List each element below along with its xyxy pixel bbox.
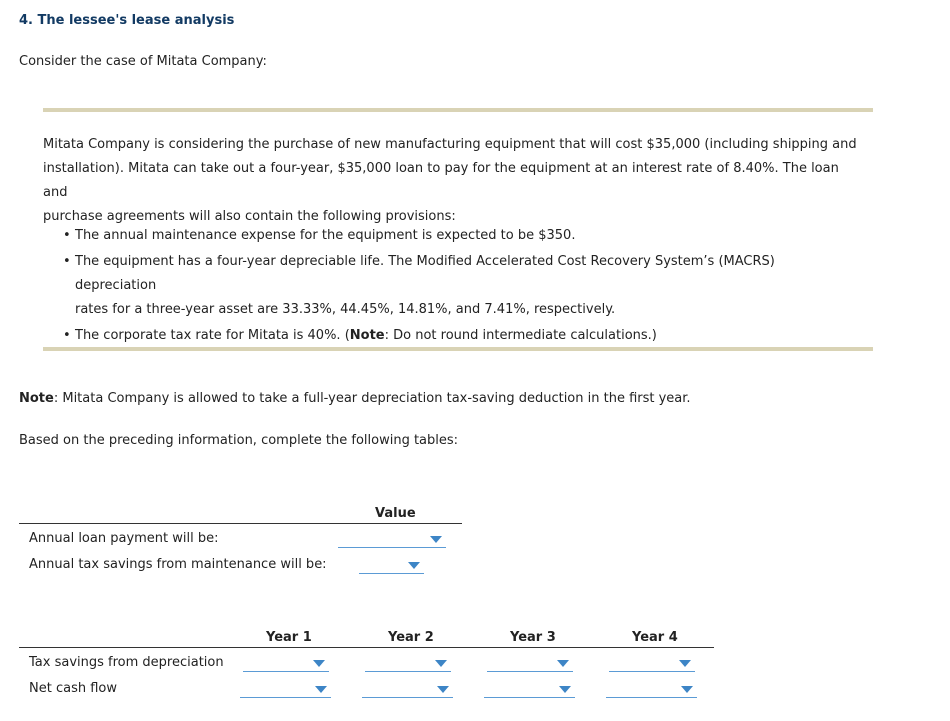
year2-header: Year 2 xyxy=(388,630,434,645)
depr-savings-year4-dropdown[interactable] xyxy=(609,653,695,672)
chevron-down-icon xyxy=(557,660,569,667)
depreciation-tax-savings-label: Tax savings from depreciation xyxy=(29,655,224,670)
chevron-down-icon xyxy=(315,686,327,693)
provision-maintenance: • The annual maintenance expense for the equipment is expected to be $350. xyxy=(63,224,843,248)
year3-header: Year 3 xyxy=(510,630,556,645)
year1-header: Year 1 xyxy=(266,630,312,645)
chevron-down-icon xyxy=(430,536,442,543)
depr-savings-year3-dropdown[interactable] xyxy=(487,653,573,672)
scenario-paragraph xyxy=(43,133,863,229)
year4-header: Year 4 xyxy=(632,630,678,645)
chevron-down-icon xyxy=(679,660,691,667)
intro-text: Consider the case of Mitata Company: xyxy=(19,54,267,69)
table1-header-rule xyxy=(19,523,462,524)
chevron-down-icon xyxy=(435,660,447,667)
table2-header-rule xyxy=(19,647,714,648)
net-cash-flow-year1-dropdown[interactable] xyxy=(240,679,331,698)
net-cash-flow-year2-dropdown[interactable] xyxy=(362,679,453,698)
top-divider xyxy=(43,108,873,112)
paragraph-line: purchase agreements will also contain the following provisions: xyxy=(43,209,456,224)
maintenance-tax-savings-label: Annual tax savings from maintenance will be: xyxy=(29,557,327,572)
chevron-down-icon xyxy=(681,686,693,693)
paragraph-line: Mitata Company is considering the purchase of new manufacturing equipment that will cost $35,000 (including shipping and xyxy=(43,137,857,152)
chevron-down-icon xyxy=(408,562,420,569)
question-title: 4. The lessee's lease analysis xyxy=(19,13,235,28)
instruction-text: Based on the preceding information, complete the following tables: xyxy=(19,433,459,448)
chevron-down-icon xyxy=(559,686,571,693)
provision-depreciation: • The equipment has a four-year depreciable life. The Modified Accelerated Cost Recovery System’s (MACRS) depreciation rates for a three-year asset are 33.33%, 44.45%, 14.81%, and 7.41%, respectively. xyxy=(63,250,843,322)
provisions-list xyxy=(63,224,843,350)
net-cash-flow-label: Net cash flow xyxy=(29,681,117,696)
provision-tax-rate: • The corporate tax rate for Mitata is 40%. (Note: Do not round intermediate calculations.) xyxy=(63,324,843,348)
value-column-header: Value xyxy=(375,506,416,521)
depr-savings-year1-dropdown[interactable] xyxy=(243,653,329,672)
chevron-down-icon xyxy=(437,686,449,693)
paragraph-line: installation). Mitata can take out a four-year, $35,000 loan to pay for the equipment at an interest rate of 8.40%. The loan and xyxy=(43,161,839,200)
net-cash-flow-year3-dropdown[interactable] xyxy=(484,679,575,698)
depreciation-note: Note: Mitata Company is allowed to take a full-year depreciation tax-saving deduction in the first year. xyxy=(19,391,691,406)
depr-savings-year2-dropdown[interactable] xyxy=(365,653,451,672)
loan-payment-label: Annual loan payment will be: xyxy=(29,531,219,546)
loan-payment-dropdown[interactable] xyxy=(338,529,446,548)
net-cash-flow-year4-dropdown[interactable] xyxy=(606,679,697,698)
bottom-divider xyxy=(43,347,873,351)
maintenance-tax-savings-dropdown[interactable] xyxy=(359,555,424,574)
chevron-down-icon xyxy=(313,660,325,667)
